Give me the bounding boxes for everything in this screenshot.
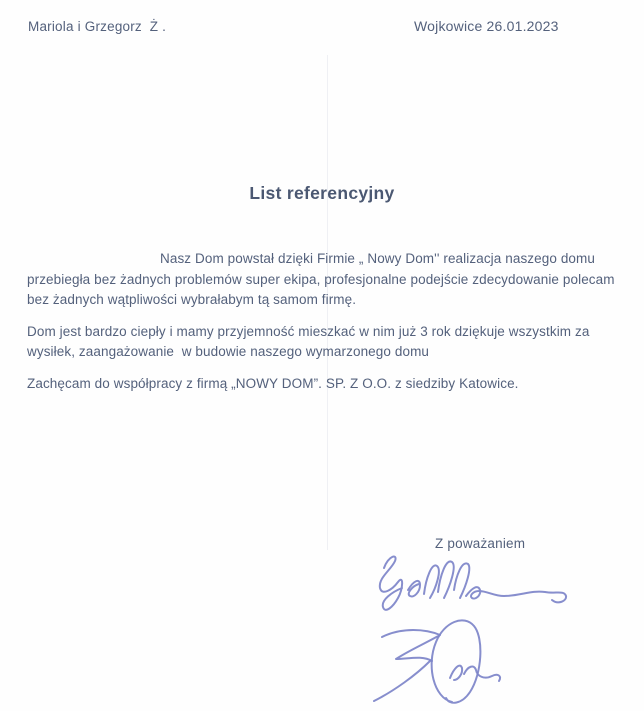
paragraph-1: Nasz Dom powstał dzięki Firmie „ Nowy Dom'' realizacja naszego domu przebiegła bez żadnych problemów super ekipa, profesjonalne podejście zdecydowanie polecam bez żadnych wątpliwości wybrałabym tą samom firmę. [27,251,619,308]
paragraph-2: Dom jest bardzo ciepły i mamy przyjemność mieszkać w nim już 3 rok dziękuje wszystkim za wysiłek, zaangażowanie w budowie naszego wymarzonego domu [27,323,594,360]
sender-name: Mariola i Grzegorz Ż . [28,19,167,34]
closing-salutation: Z poważaniem [435,536,526,551]
signature-scribble-icon [368,549,573,709]
letter-title: List referencyjny [249,183,395,203]
letter-body [27,249,619,406]
handwritten-signature [368,549,573,709]
paragraph-3: Zachęcam do współpracy z firmą „NOWY DOM”. SP. Z O.O. z siedziby Katowice. [27,375,519,391]
place-and-date: Wojkowice 26.01.2023 [414,18,559,34]
